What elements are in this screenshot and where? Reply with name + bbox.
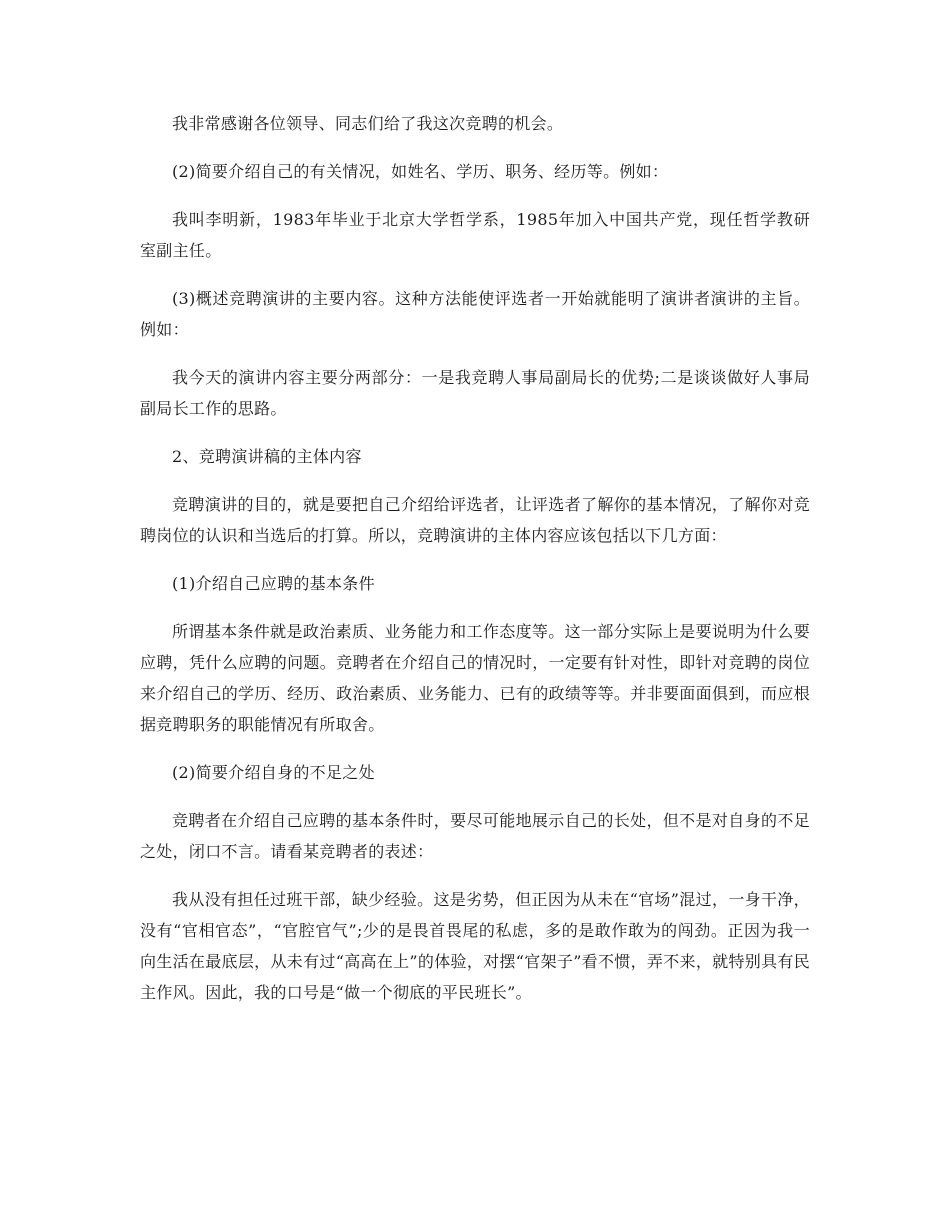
paragraph-shortcomings: 竞聘者在介绍自己应聘的基本条件时，要尽可能地展示自己的长处，但不是对自身的不足之处，闭口不言。请看某竞聘者的表述： [140, 811, 810, 861]
document-body [140, 108, 810, 1025]
paragraph-self-intro-example: 我叫李明新，1983年毕业于北京大学哲学系，1985年加入中国共产党，现任哲学教研室副主任。 [140, 210, 810, 260]
subheading-main-content: (3)概述竞聘演讲的主要内容。这种方法能使评选者一开始就能明了演讲者演讲的主旨。例如： [140, 289, 810, 339]
subheading-basic-conditions: (1)介绍自己应聘的基本条件 [172, 574, 375, 593]
paragraph-basic-conditions: 所谓基本条件就是政治素质、业务能力和工作态度等。这一部分实际上是要说明为什么要应聘，凭什么应聘的问题。竞聘者在介绍自己的情况时，一定要有针对性，即针对竞聘的岗位来介绍自己的学历、经历、政治素质、业务能力、已有的政绩等等。并非要面面俱到，而应根据竞聘职务的职能情况有所取舍。 [140, 622, 810, 734]
section-heading-body: 2、竞聘演讲稿的主体内容 [172, 447, 362, 466]
paragraph-main-content-example: 我今天的演讲内容主要分两部分：一是我竞聘人事局副局长的优势;二是谈谈做好人事局副局长工作的思路。 [140, 368, 810, 418]
paragraph-example-statement: 我从没有担任过班干部，缺少经验。这是劣势，但正因为从未在“官场”混过，一身干净，没有“官相官态”，“官腔官气”;少的是畏首畏尾的私虑，多的是敢作敢为的闯劲。正因为我一向生活在最底层，从未有过“高高在上”的体验，对摆“官架子”看不惯，弄不来，就特别具有民主作风。因此，我的口号是“做一个彻底的平民班长”。 [140, 890, 810, 1002]
subheading-shortcomings: (2)简要介绍自身的不足之处 [172, 763, 375, 782]
paragraph-purpose: 竞聘演讲的目的，就是要把自己介绍给评选者，让评选者了解你的基本情况，了解你对竞聘岗位的认识和当选后的打算。所以，竞聘演讲的主体内容应该包括以下几方面： [140, 495, 810, 545]
subheading-self-intro: (2)简要介绍自己的有关情况，如姓名、学历、职务、经历等。例如： [172, 162, 669, 181]
paragraph-thanks: 我非常感谢各位领导、同志们给了我这次竞聘的机会。 [172, 114, 564, 133]
